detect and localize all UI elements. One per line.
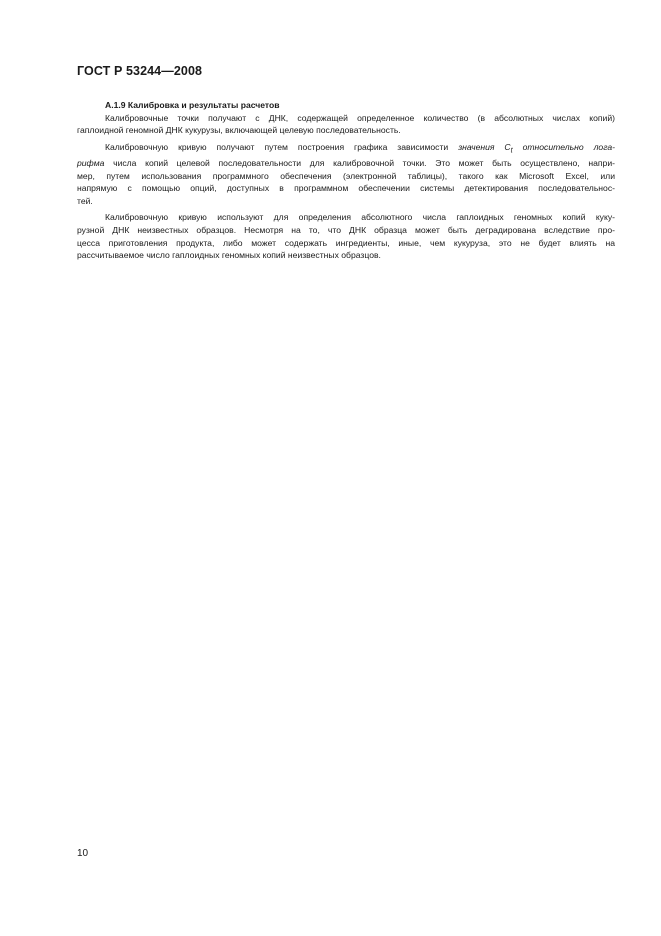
document-body xyxy=(77,99,615,266)
text-run: числа копий целевой последовательности для калибровочной точки. Это может быть осуществлено, напри- xyxy=(104,158,615,169)
paragraph-curve-usage xyxy=(77,211,615,261)
paragraph-line: мер, путем использования программного обеспечения (электронной таблицы), такого как Microsoft Excel, или xyxy=(77,170,615,181)
italic-text-run: относительно лога- xyxy=(512,141,615,152)
paragraph-line: гаплоидной геномной ДНК кукурузы, включающей целевую последовательность. xyxy=(77,125,401,136)
subscript-text: t xyxy=(510,146,513,155)
italic-text-run: значения C xyxy=(458,141,511,152)
paragraph-line: рассчитываемое число гаплоидных геномных копий неизвестных образцов. xyxy=(77,250,381,261)
document-code-header: ГОСТ Р 53244—2008 xyxy=(77,64,203,78)
paragraph-line: Калибровочную кривую используют для определения абсолютного числа гаплоидных геномных копий куку- xyxy=(105,212,615,223)
paragraph-line: цесса приготовления продукта, либо может содержать ингредиенты, иные, чем кукуруза, это не будет влиять на xyxy=(77,237,615,248)
paragraph-calibration-points xyxy=(77,112,615,137)
paragraph-calibration-curve xyxy=(77,141,615,208)
paragraph-line: тей. xyxy=(77,195,93,206)
paragraph-line: напрямую с помощью опций, доступных в программном обеспечении системы детектирования последовательнос- xyxy=(77,183,615,194)
paragraph-line xyxy=(77,157,615,170)
section-heading: А.1.9 Калибровка и результаты расчетов xyxy=(105,100,280,110)
paragraph-line: рузной ДНК неизвестных образцов. Несмотря на то, что ДНК образца может быть деградирована вследствие про- xyxy=(77,225,615,236)
text-run: Калибровочную кривую получают путем построения графика зависимости xyxy=(105,141,459,152)
paragraph-line: Калибровочные точки получают с ДНК, содержащей определенное количество (в абсолютных числах копий) xyxy=(105,112,615,123)
italic-text-run: рифма xyxy=(77,158,105,169)
paragraph-line xyxy=(77,141,615,157)
page-number: 10 xyxy=(77,848,89,859)
